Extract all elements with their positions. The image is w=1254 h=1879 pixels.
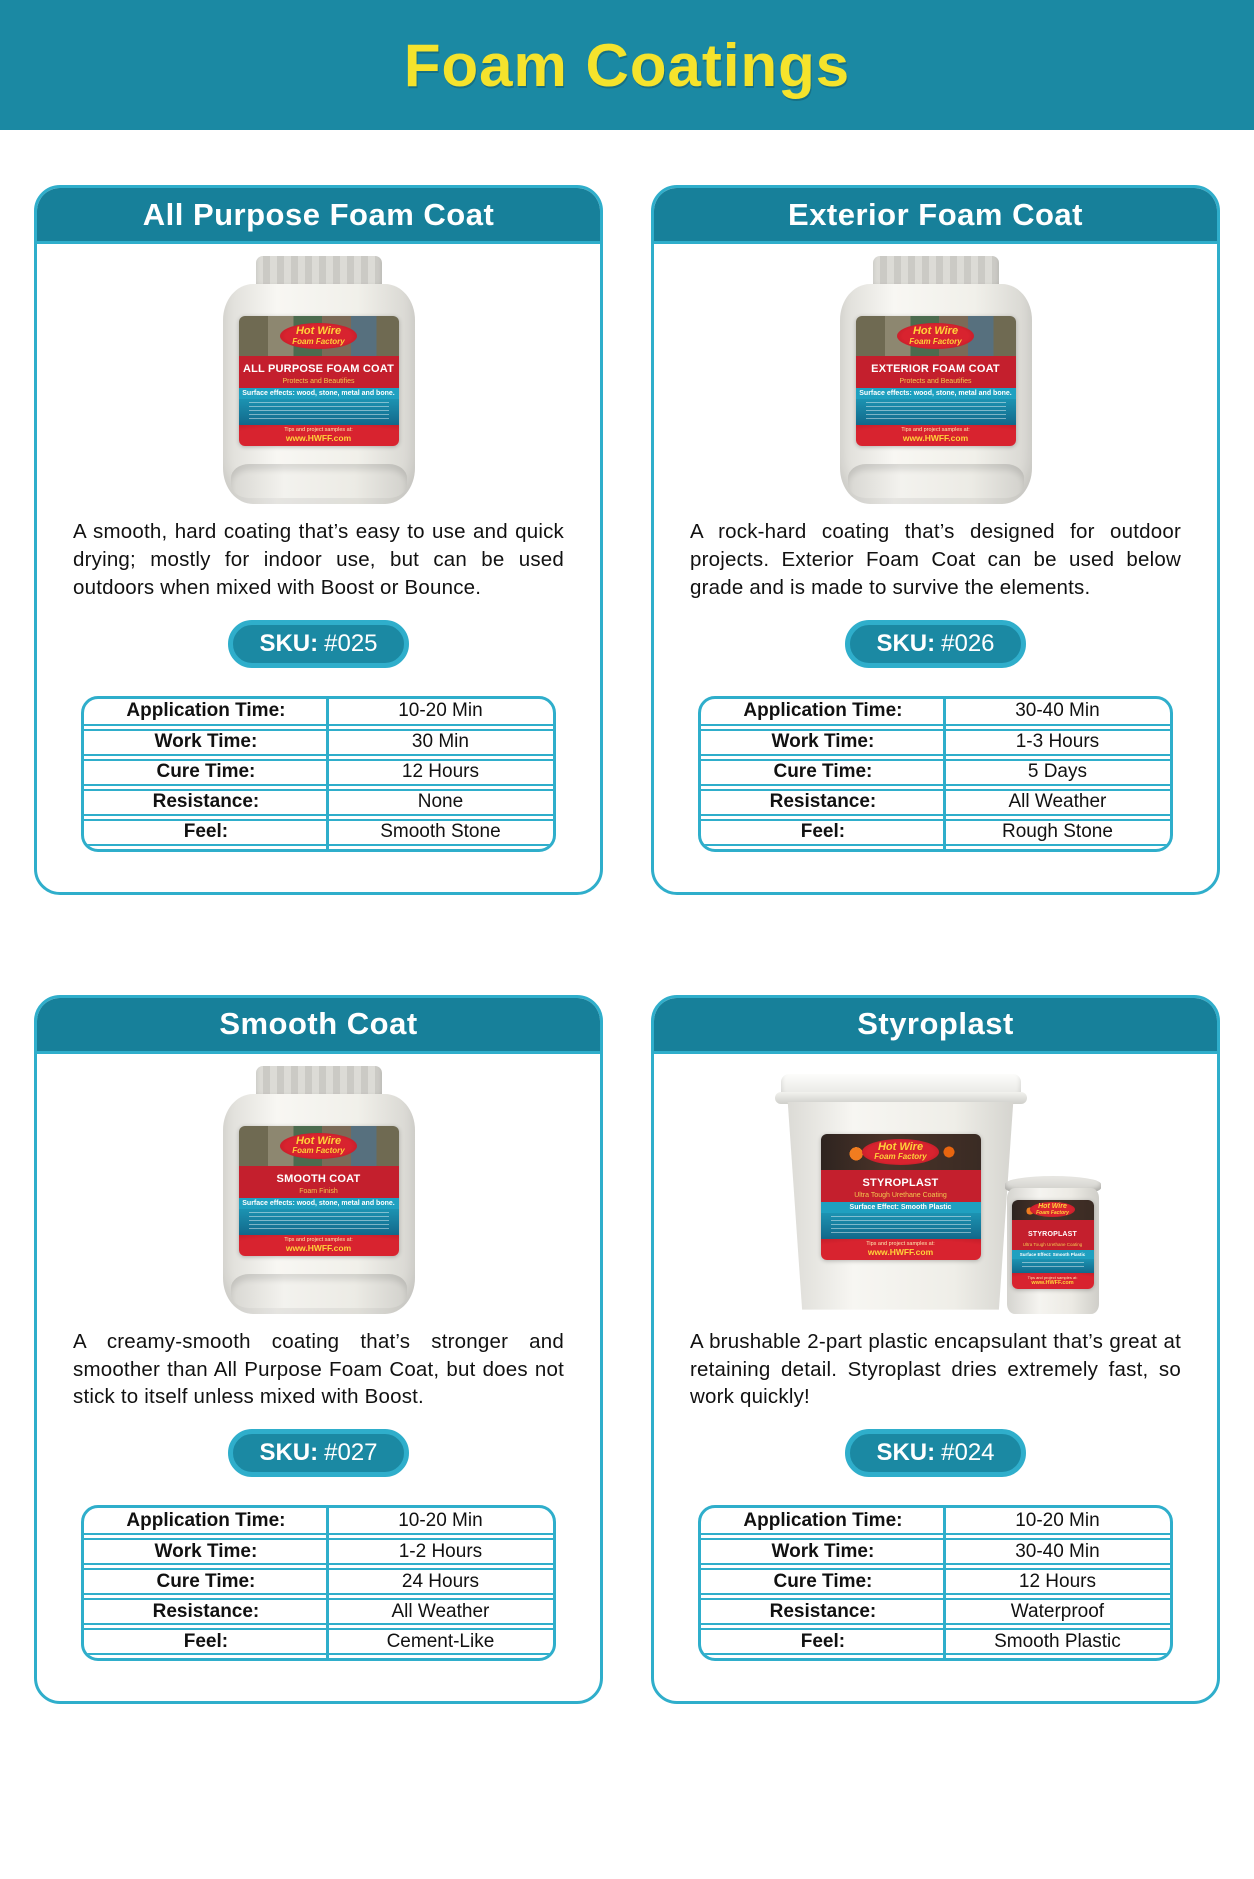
product-label [821,1134,981,1260]
label-subtitle: Protects and Beautifies [899,378,972,385]
spec-value: Smooth Plastic [994,1630,1121,1652]
pumpkin-artwork [1012,1200,1094,1220]
product-bucket-image [771,1074,1101,1314]
product-jar-image [840,256,1032,504]
sku-value: #024 [941,1439,995,1467]
label-collage [239,316,399,356]
spec-row-cure-time [701,759,1170,786]
product-label [239,316,399,446]
spec-table-wrap [698,696,1173,852]
label-url-band [1012,1273,1094,1289]
spec-value: 1-2 Hours [398,1540,483,1562]
spec-value: Cement-Like [386,1630,495,1652]
sku-label: SKU: [259,629,319,657]
spec-column-divider [943,699,946,849]
spec-value: 24 Hours [401,1570,479,1592]
brand-name: Hot Wire [295,1134,342,1147]
card-header [37,188,600,244]
brand-name: Hot Wire [912,325,959,338]
spec-value: 10-20 Min [398,700,483,722]
spec-label: Application Time: [126,1509,286,1531]
spec-label: Feel: [800,1630,846,1652]
spec-value: Rough Stone [1001,821,1113,843]
spec-row-feel [84,819,553,846]
label-fine-print [239,399,399,425]
label-title: EXTERIOR FOAM COAT [871,363,1000,375]
label-url: www.HWFF.com [902,433,969,443]
product-jar-image [223,256,415,504]
spec-table-wrap [698,1505,1173,1661]
label-title-band [1012,1220,1094,1250]
spec-label: Work Time: [771,731,875,753]
sku-label: SKU: [876,1439,936,1467]
spec-label: Cure Time: [773,761,873,783]
label-url-caption: Tips and project samples at: [866,1240,935,1247]
label-url: www.HWFF.com [285,433,352,443]
brand-name-2: Foam Factory [292,336,345,346]
spec-value: 12 Hours [401,761,479,783]
brand-badge [897,323,973,349]
product-description: A creamy-smooth coating that’s stronger and smoother than All Purpose Foam Coat, but does not stick to itself unless mixed with Boost. [73,1329,564,1409]
product-description: A smooth, hard coating that’s easy to use and quick drying; mostly for indoor use, but can be used outdoors when mixed with Boost or Bounce. [73,520,564,599]
label-url-caption: Tips and project samples at: [284,427,353,433]
brand-name: Hot Wire [1038,1203,1067,1211]
spec-row-work-time [84,1538,553,1565]
brand-badge [280,323,356,349]
product-label [1012,1200,1094,1289]
spec-label: Feel: [183,1630,229,1652]
spec-value: Waterproof [1010,1600,1105,1622]
spec-label: Feel: [183,821,229,843]
brand-badge [1030,1202,1075,1217]
spec-row-resistance [84,1598,553,1625]
brand-name: Hot Wire [295,325,342,338]
product-label [856,316,1016,446]
sku-value: #026 [941,629,995,657]
spec-label: Resistance: [769,791,877,813]
product-figure [654,244,1217,512]
label-url: www.HWFF.com [867,1246,934,1257]
jar-foot [231,1274,407,1308]
label-title: SMOOTH COAT [276,1172,361,1185]
spec-row-resistance [84,789,553,816]
spec-label: Cure Time: [156,1570,256,1592]
spec-column-divider [326,1508,329,1658]
product-figure [654,1054,1217,1322]
companion-can [1005,1176,1101,1314]
product-card-all-purpose-foam-coat [34,185,603,895]
spec-row-resistance [701,789,1170,816]
jar-foot [848,464,1024,498]
spec-value: 1-3 Hours [1015,731,1100,753]
spec-table-wrap [81,696,556,852]
label-url-caption: Tips and project samples at: [901,427,970,433]
spec-value: All Weather [1008,791,1107,813]
spec-value: All Weather [391,1600,490,1622]
label-fine-print [856,399,1016,425]
spec-label: Work Time: [154,1540,258,1562]
spec-row-work-time [701,1538,1170,1565]
label-collage [856,316,1016,356]
label-title: ALL PURPOSE FOAM COAT [242,363,395,375]
spec-table [698,696,1173,852]
product-description: A rock-hard coating that’s designed for outdoor projects. Exterior Foam Coat can be used below grade and is made to survive the elements. [690,520,1181,599]
spec-row-application-time [84,699,553,726]
label-url-caption: Tips and project samples at: [1027,1274,1078,1280]
sku-value: #025 [324,629,378,657]
sku-badge [228,620,408,668]
spec-value: 5 Days [1027,761,1087,783]
brand-name-2: Foam Factory [874,1152,927,1162]
spec-row-feel [84,1628,553,1655]
spec-column-divider [326,699,329,849]
label-url-band [239,1235,399,1256]
sku-badge [845,620,1025,668]
product-description: A brushable 2-part plastic encapsulant that’s great at retaining detail. Styroplast dries extremely fast, so work quickly! [690,1329,1181,1409]
brand-name-2: Foam Factory [1036,1209,1069,1216]
spec-label: Work Time: [154,731,258,753]
spec-row-work-time [84,729,553,756]
label-surface-line: Surface Effect: Smooth Plastic [1012,1250,1094,1259]
sku-badge [228,1429,408,1477]
product-figure [37,244,600,512]
sku-row [37,1429,600,1477]
label-url-band [821,1239,981,1260]
product-figure [37,1054,600,1322]
sku-badge [845,1429,1025,1477]
label-subtitle: Ultra Tough Urethane Coating [1022,1241,1083,1247]
spec-row-cure-time [701,1568,1170,1595]
label-title: STYROPLAST [1027,1230,1078,1238]
spec-row-cure-time [84,759,553,786]
brand-badge [280,1133,356,1159]
product-card-smooth-coat [34,995,603,1705]
label-fine-print [1012,1259,1094,1273]
spec-table [81,1505,556,1661]
spec-row-application-time [701,1508,1170,1535]
label-title-band [239,356,399,388]
spec-value: 10-20 Min [398,1509,483,1531]
product-card-styroplast [651,995,1220,1705]
sku-label: SKU: [259,1439,319,1467]
product-grid [0,130,1254,1784]
spec-value: 30-40 Min [1015,1540,1100,1562]
label-title-band [821,1170,981,1202]
product-name: Styroplast [857,1006,1014,1042]
bucket [781,1074,1021,1310]
label-url: www.HWFF.com [285,1242,352,1253]
jar-foot [231,464,407,498]
spec-row-feel [701,1628,1170,1655]
spec-value: 30-40 Min [1015,700,1100,722]
spec-value: 30 Min [411,731,469,753]
spec-column-divider [943,1508,946,1658]
product-label [239,1126,399,1256]
sku-row [654,620,1217,668]
spec-label: Work Time: [771,1540,875,1562]
product-name: All Purpose Foam Coat [142,196,495,232]
spec-label: Application Time: [743,1509,903,1531]
spec-label: Cure Time: [773,1570,873,1592]
label-title-band [856,356,1016,388]
label-surface-line: Surface effects: wood, stone, metal and bone. [856,388,1016,399]
sku-row [654,1429,1217,1477]
product-name: Smooth Coat [219,1006,418,1042]
label-title: STYROPLAST [862,1176,939,1189]
label-collage [239,1126,399,1166]
product-card-exterior-foam-coat [651,185,1220,895]
spec-row-application-time [701,699,1170,726]
brand-name-2: Foam Factory [909,336,962,346]
spec-row-work-time [701,729,1170,756]
spec-value: 10-20 Min [1015,1509,1100,1531]
label-url-band [239,425,399,446]
spec-table [81,696,556,852]
spec-table-wrap [81,1505,556,1661]
spec-row-cure-time [84,1568,553,1595]
label-title-band [239,1166,399,1198]
spec-label: Application Time: [743,700,903,722]
spec-value: Smooth Stone [380,821,501,843]
brand-name: Hot Wire [877,1140,924,1153]
label-surface-line: Surface effects: wood, stone, metal and bone. [239,1198,399,1209]
label-url: www.HWFF.com [1031,1279,1074,1286]
sku-value: #027 [324,1439,378,1467]
product-jar-image [223,1066,415,1314]
label-subtitle: Ultra Tough Urethane Coating [854,1191,947,1199]
spec-label: Resistance: [152,791,260,813]
label-subtitle: Protects and Beautifies [282,378,355,385]
product-name: Exterior Foam Coat [788,196,1083,232]
sku-row [37,620,600,668]
page-banner [0,0,1254,130]
spec-label: Resistance: [152,1600,260,1622]
label-url-caption: Tips and project samples at: [284,1236,353,1243]
card-header [654,998,1217,1054]
spec-table [698,1505,1173,1661]
label-surface-line: Surface Effect: Smooth Plastic [821,1202,981,1213]
spec-row-application-time [84,1508,553,1535]
spec-row-resistance [701,1598,1170,1625]
label-url-band [856,425,1016,446]
label-surface-line: Surface effects: wood, stone, metal and bone. [239,388,399,399]
label-fine-print [821,1213,981,1239]
spec-row-feel [701,819,1170,846]
spec-value: None [417,791,464,813]
page-title: Foam Coatings [403,31,851,99]
pumpkin-artwork [821,1134,981,1170]
spec-label: Application Time: [126,700,286,722]
spec-value: 12 Hours [1018,1570,1096,1592]
label-fine-print [239,1209,399,1235]
spec-label: Cure Time: [156,761,256,783]
brand-badge [862,1139,938,1165]
spec-label: Feel: [800,821,846,843]
bucket-lid [781,1074,1021,1104]
brand-name-2: Foam Factory [292,1146,345,1156]
card-header [37,998,600,1054]
card-header [654,188,1217,244]
spec-label: Resistance: [769,1600,877,1622]
sku-label: SKU: [876,629,936,657]
label-subtitle: Foam Finish [299,1187,338,1195]
